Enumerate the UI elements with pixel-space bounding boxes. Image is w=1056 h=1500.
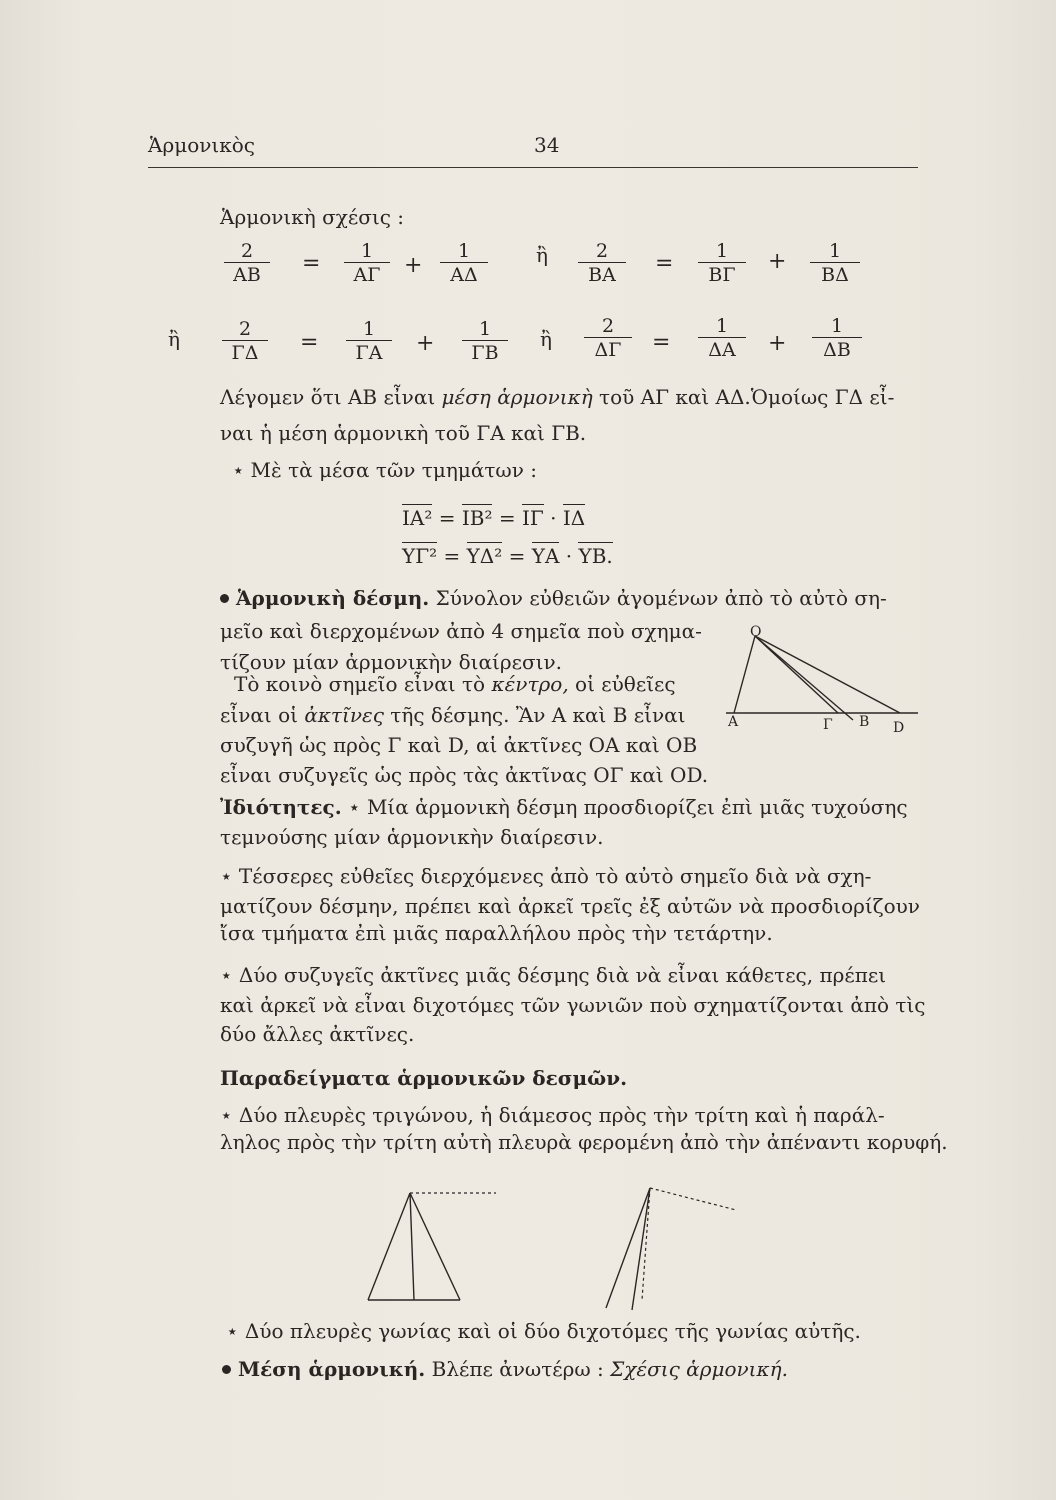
paragraph-line: δύο ἄλλες ἀκτῖνες. (220, 1022, 415, 1046)
fraction: $\frac{1}{\Gamma A}$ (346, 318, 392, 364)
paragraph-line: Ἁρμονικὴ δέσμη. Σύνολον εὐθειῶν ἀγομένων ἀπὸ τὸ αὐτὸ ση- (220, 586, 887, 610)
angle-bisectors-figure (598, 1178, 748, 1318)
paragraph-line: Μέση ἁρμονική. Βλέπε ἀνωτέρω : Σχέσις ἁρμονική. (222, 1357, 788, 1381)
header-rule (148, 167, 918, 168)
fraction: $\frac{1}{A\Gamma}$ (344, 240, 390, 286)
paragraph-line: καὶ ἀρκεῖ νὰ εἶναι διχοτόμες τῶν γωνιῶν ποὺ σχηματίζονται ἀπὸ τὶς (220, 993, 926, 1017)
point-o-label: Ο (750, 624, 762, 640)
point-d-label: D (893, 720, 905, 736)
paragraph-line: ⋆ Δύο συζυγεῖς ἀκτῖνες μιᾶς δέσμης διὰ νὰ εἶναι κάθετες, πρέπει (220, 963, 887, 987)
paragraph-line: ναι ἡ μέση ἁρμονικὴ τοῦ ΓΑ καὶ ΓΒ. (220, 421, 587, 445)
triangle-pencil-figure (360, 1185, 500, 1307)
harmonic-pencil-figure (720, 622, 920, 742)
paragraph-line: ⋆ Τέσσερες εὐθεῖες διερχόμενες ἀπὸ τὸ αὐτὸ σημεῖο διὰ νὰ σχη- (220, 864, 872, 888)
paragraph-line: ⋆ Δύο πλευρὲς τριγώνου, ἡ διάμεσος πρὸς τὴν τρίτη καὶ ἡ παράλ- (220, 1103, 885, 1127)
plus-sign: + (404, 253, 423, 278)
fraction: $\frac{1}{B\Delta}$ (810, 240, 860, 286)
equals-sign: = (652, 330, 671, 355)
or-word: ἢ (168, 327, 180, 351)
equals-sign: = (655, 251, 674, 276)
section-title: Ἁρμονικὴ σχέσις : (220, 205, 405, 229)
or-word: ἢ (540, 327, 552, 351)
paragraph-line: Λέγομεν ὅτι ΑΒ εἶναι μέση ἁρμονικὴ τοῦ ΑΓ καὶ ΑΔ.Ὁμοίως ΓΔ εἶ- (220, 385, 895, 409)
page-number: 34 (534, 133, 560, 157)
fraction: $\frac{2}{AB}$ (224, 240, 270, 286)
equals-sign: = (302, 251, 321, 276)
paragraph-line: Ἰδιότητες. ⋆ Μία ἁρμονικὴ δέσμη προσδιορίζει ἐπὶ μιᾶς τυχούσης (220, 795, 908, 819)
paragraph-line: εἶναι συζυγεῖς ὡς πρὸς τὰς ἀκτῖνας ΟΓ καὶ ΟD. (220, 763, 709, 787)
fraction: $\frac{1}{A\Delta}$ (440, 240, 488, 286)
paragraph-line: τεμνούσης μίαν ἁρμονικὴν διαίρεσιν. (220, 825, 604, 849)
plus-sign: + (416, 331, 435, 356)
point-b-label: Β (859, 714, 870, 730)
paragraph-line: ληλος πρὸς τὴν τρίτη αὐτὴ πλευρὰ φερομένη ἀπὸ τὴν ἀπέναντι κορυφή. (220, 1130, 948, 1154)
or-word: ἢ (536, 243, 548, 267)
bullet-icon (222, 1365, 231, 1374)
paragraph-line: ⋆ Μὲ τὰ μέσα τῶν τμημάτων : (232, 458, 537, 482)
fraction: $\frac{1}{\Delta A}$ (698, 315, 746, 361)
fraction: $\frac{2}{\Delta\Gamma}$ (584, 315, 632, 361)
star-icon: ⋆ (232, 458, 245, 482)
point-gamma-label: Γ (823, 717, 833, 733)
bullet-icon (220, 594, 229, 603)
equals-sign: = (300, 330, 319, 355)
equation-a: ΙΑ² = ΙΒ² = ΙΓ · ΙΔ (402, 506, 586, 530)
point-a-label: Α (728, 714, 739, 730)
paragraph-line: συζυγῆ ὡς πρὸς Γ καὶ D, αἱ ἀκτῖνες ΟΑ καὶ ΟΒ (220, 733, 698, 757)
paragraph-line: Τὸ κοινὸ σημεῖο εἶναι τὸ κέντρο, οἱ εὐθεῖες (234, 672, 676, 696)
fraction: $\frac{1}{\Delta B}$ (812, 315, 862, 361)
fraction: $\frac{2}{BA}$ (578, 240, 626, 286)
fraction: $\frac{1}{\Gamma B}$ (462, 318, 508, 364)
paragraph-line: ⋆ Δύο πλευρὲς γωνίας καὶ οἱ δύο διχοτόμες τῆς γωνίας αὐτῆς. (226, 1319, 861, 1343)
plus-sign: + (768, 331, 787, 356)
fraction: $\frac{1}{B\Gamma}$ (698, 240, 746, 286)
paragraph-line: εἶναι οἱ ἀκτῖνες τῆς δέσμης. Ἂν Α καὶ Β εἶναι (220, 703, 686, 727)
paragraph-line: ἴσα τμήματα ἐπὶ μιᾶς παραλλήλου πρὸς τὴν τετάρτην. (220, 921, 773, 945)
paragraph-line: τίζουν μίαν ἁρμονικὴν διαίρεσιν. (220, 650, 562, 674)
plus-sign: + (768, 249, 787, 274)
paragraph-line: μεῖο καὶ διερχομένων ἀπὸ 4 σημεῖα ποὺ σχημα- (220, 619, 702, 643)
paragraph-line: ματίζουν δέσμην, πρέπει καὶ ἀρκεῖ τρεῖς ἐξ αὐτῶν νὰ προσδιορίζουν (220, 894, 920, 918)
equation-b: ΥΓ² = ΥΔ² = ΥΑ · ΥΒ. (402, 544, 613, 568)
running-header: Ἁρμονικὸς (148, 133, 255, 157)
examples-heading: Παραδείγματα ἁρμονικῶν δεσμῶν. (220, 1066, 628, 1090)
fraction: $\frac{2}{\Gamma\Delta}$ (222, 318, 268, 364)
